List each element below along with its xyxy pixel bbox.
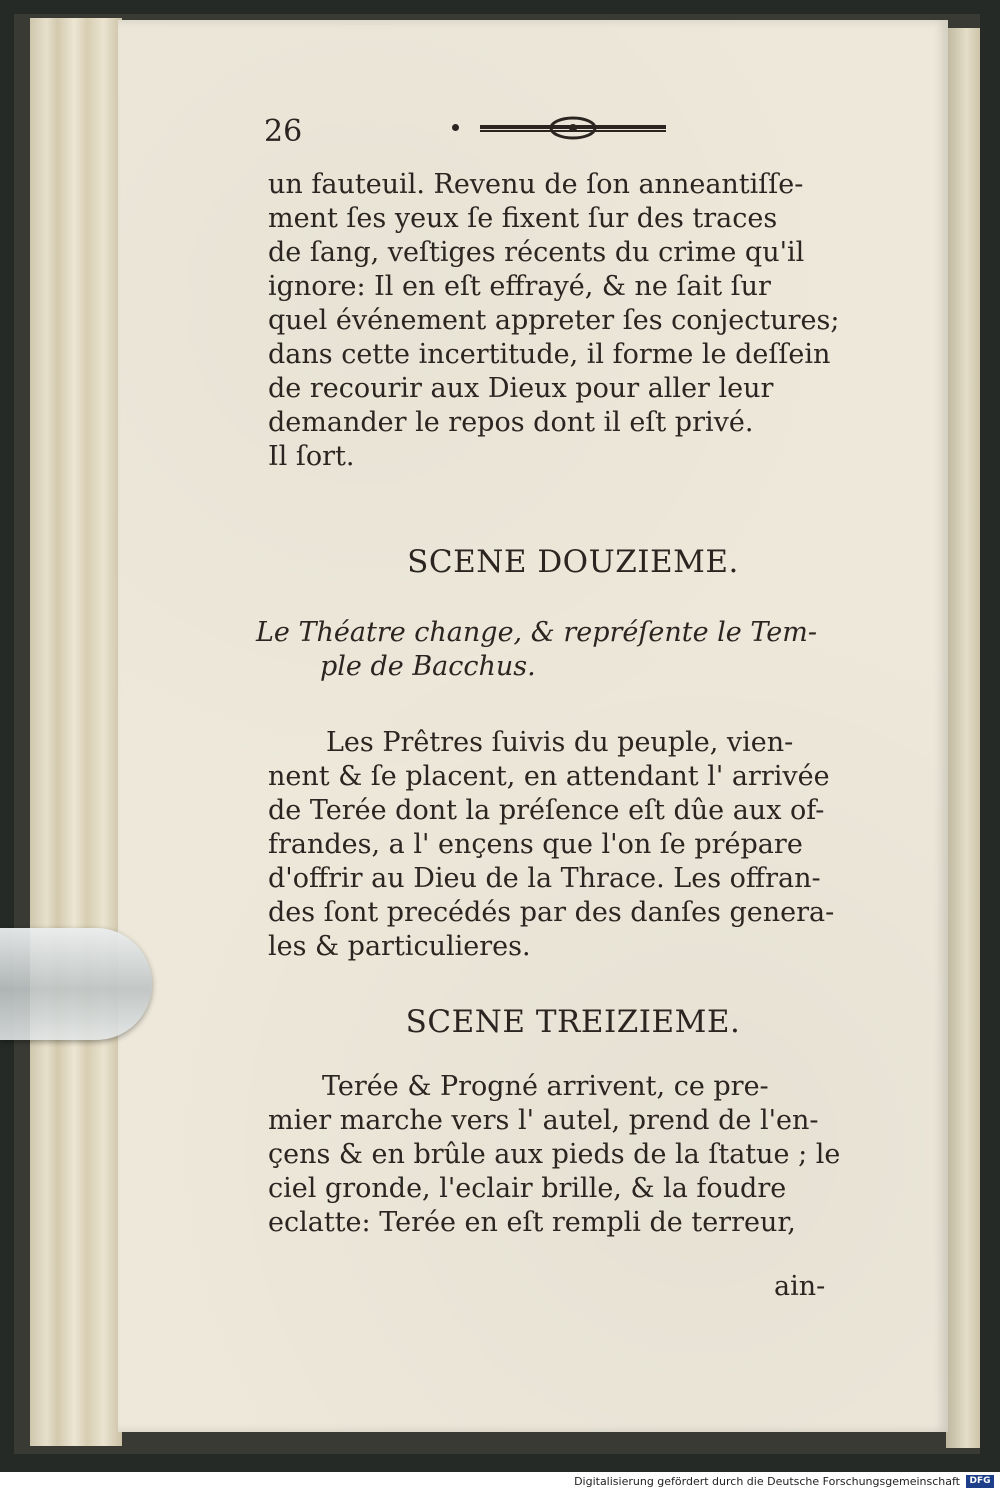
text-line: de recourir aux Dieux pour aller leur — [268, 373, 774, 404]
paragraph-2 — [268, 726, 878, 964]
text-line: ple de Bacchus. — [320, 651, 536, 682]
text-line: nent & ſe placent, en attendant l' arrivée — [268, 761, 830, 792]
paragraph-1 — [268, 168, 878, 474]
dot-mark — [452, 124, 459, 131]
page-number: 26 — [264, 114, 303, 149]
footer-text: Digitalisierung gefördert durch die Deutsche Forschungsgemeinschaft — [574, 1475, 960, 1488]
text-line: un fauteuil. Revenu de ſon anneantiſſe- — [268, 169, 804, 200]
text-line: des ſont precédés par des danſes genera- — [268, 897, 835, 928]
catchword: ain- — [774, 1271, 826, 1302]
next-page-edge — [946, 28, 980, 1448]
text-line: ment ſes yeux ſe fixent ſur des traces — [268, 203, 778, 234]
text-line: frandes, a l' ençens que l'on ſe prépare — [268, 829, 803, 860]
text-line: quel événement appreter ſes conjectures; — [268, 305, 840, 336]
text-line: Il ſort. — [268, 441, 355, 472]
text-line: Terée & Progné arrivent, ce pre- — [322, 1071, 769, 1102]
text-line: demander le repos dont il eſt privé. — [268, 407, 754, 438]
footer-bar — [0, 1472, 1000, 1492]
stage-direction — [256, 616, 878, 684]
text-line: de ſang, veſtiges récents du crime qu'il — [268, 237, 805, 268]
text-line: d'offrir au Dieu de la Thrace. Les offran- — [268, 863, 821, 894]
text-line: Les Prêtres ſuivis du peuple, vien- — [326, 727, 794, 758]
scene-heading-1: SCENE DOUZIEME. — [407, 544, 739, 580]
text-line: les & particulieres. — [268, 931, 531, 962]
dfg-logo-icon: DFG — [966, 1475, 994, 1488]
text-line: dans cette incertitude, il forme le deſſein — [268, 339, 831, 370]
paragraph-3 — [268, 1070, 878, 1240]
text-line: çens & en brûle aux pieds de la ſtatue ; le — [268, 1139, 841, 1170]
page-edges — [30, 18, 122, 1446]
page-clip — [0, 928, 152, 1040]
text-line: mier marche vers l' autel, prend de l'en- — [268, 1105, 819, 1136]
text-line: eclatte: Terée en eſt rempli de terreur, — [268, 1207, 796, 1238]
text-line: ciel gronde, l'eclair brille, & la foudre — [268, 1173, 787, 1204]
text-line: de Terée dont la préſence eſt dûe aux of- — [268, 795, 825, 826]
ornament-icon — [478, 116, 668, 140]
scene-heading-2: SCENE TREIZIEME. — [405, 1004, 741, 1040]
text-line: ignore: Il en eſt effrayé, & ne ſait ſur — [268, 271, 771, 302]
text-line: Le Théatre change, & repréſente le Tem- — [256, 617, 817, 648]
